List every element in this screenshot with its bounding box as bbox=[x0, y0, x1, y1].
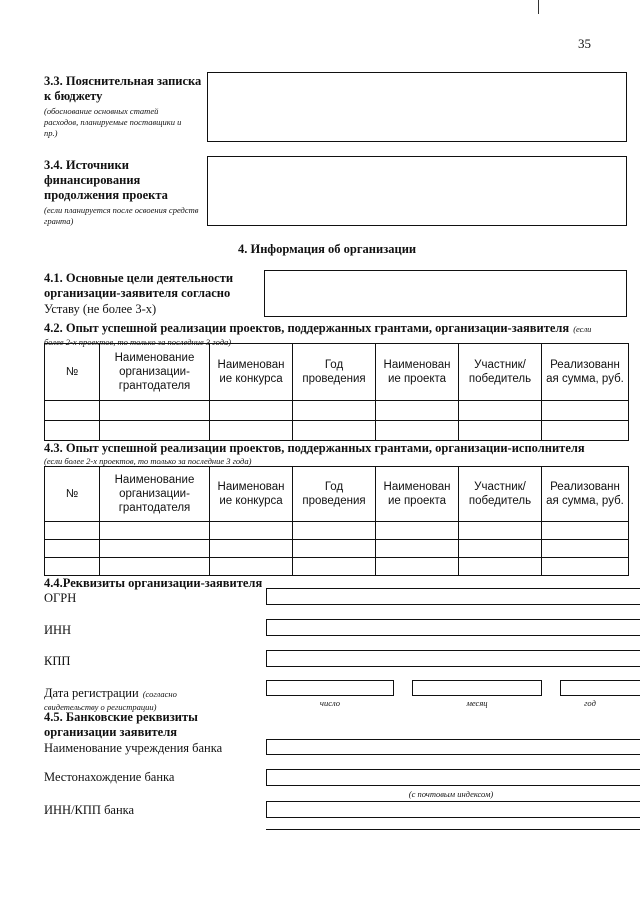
table-cell[interactable] bbox=[459, 558, 542, 576]
section-3-3 bbox=[44, 74, 204, 139]
section-4-3 bbox=[44, 441, 640, 467]
table-cell[interactable] bbox=[459, 421, 542, 441]
month-caption: месяц bbox=[466, 698, 488, 708]
table-cell[interactable] bbox=[542, 421, 629, 441]
registration-date-label bbox=[44, 684, 259, 713]
table-cell[interactable] bbox=[100, 421, 210, 441]
table-cell[interactable] bbox=[100, 522, 210, 540]
table-cell[interactable] bbox=[542, 522, 629, 540]
bottom-underline bbox=[266, 829, 640, 830]
ogrn-label: ОГРН bbox=[44, 591, 77, 605]
col-year: Год проведения bbox=[293, 467, 376, 522]
table-row bbox=[45, 540, 629, 558]
table-cell[interactable] bbox=[210, 540, 293, 558]
section-4-5-title1: 4.5. Банковские реквизиты bbox=[44, 710, 198, 724]
section-3-4-title: 3.4. Источники финансирования продолжения проекта bbox=[44, 158, 168, 202]
executor-grants-table bbox=[44, 466, 629, 576]
reg-date-note1: (согласно bbox=[142, 689, 177, 699]
table-row bbox=[45, 421, 629, 441]
budget-explanation-field[interactable] bbox=[207, 72, 627, 142]
section-4-5-title2: организации заявителя bbox=[44, 725, 177, 739]
section-3-3-title: 3.3. Пояснительная записка к бюджету bbox=[44, 74, 202, 103]
reg-day-field[interactable] bbox=[266, 680, 394, 696]
scan-mark bbox=[538, 0, 539, 14]
col-grantor: Наименование организации-грантодателя bbox=[100, 467, 210, 522]
section-4-2-title: 4.2. Опыт успешной реализации проектов, поддержанных грантами, организации-заявителя bbox=[44, 321, 570, 335]
table-cell[interactable] bbox=[293, 540, 376, 558]
table-cell[interactable] bbox=[459, 401, 542, 421]
funding-sources-field[interactable] bbox=[207, 156, 627, 226]
organization-goals-field[interactable] bbox=[264, 270, 627, 317]
table-cell[interactable] bbox=[210, 522, 293, 540]
bank-inn-kpp-field[interactable] bbox=[266, 801, 640, 818]
table-cell[interactable] bbox=[210, 558, 293, 576]
bank-name-label: Наименование учреждения банка bbox=[44, 741, 223, 755]
table-cell[interactable] bbox=[376, 540, 459, 558]
table-cell[interactable] bbox=[45, 401, 100, 421]
col-participant: Участник/ победитель bbox=[459, 344, 542, 401]
col-contest: Наименован ие конкурса bbox=[210, 467, 293, 522]
reg-date-note2: свидетельству о регистрации) bbox=[44, 702, 157, 712]
col-number: № bbox=[45, 467, 100, 522]
table-cell[interactable] bbox=[293, 401, 376, 421]
section-3-4-note: (если планируется после освоения средств гранта) bbox=[44, 205, 199, 226]
table-cell[interactable] bbox=[293, 421, 376, 441]
col-contest: Наименован ие конкурса bbox=[210, 344, 293, 401]
table-cell[interactable] bbox=[376, 522, 459, 540]
table-cell[interactable] bbox=[459, 522, 542, 540]
applicant-grants-table bbox=[44, 343, 629, 441]
col-project: Наименован ие проекта bbox=[376, 467, 459, 522]
table-cell[interactable] bbox=[210, 401, 293, 421]
bank-inn-kpp-label: ИНН/КПП банка bbox=[44, 803, 135, 817]
section-4-2-note2: более 2-х проектов, то только за последние 3 года) bbox=[44, 337, 232, 347]
section-4-3-title: 4.3. Опыт успешной реализации проектов, поддержанных грантами, организации-исполнителя bbox=[44, 441, 585, 455]
table-cell[interactable] bbox=[100, 558, 210, 576]
section-4-4-title: 4.4.Реквизиты организации-заявителя bbox=[44, 576, 263, 590]
bank-location-label: Местонахождение банка bbox=[44, 770, 175, 784]
col-participant: Участник/ победитель bbox=[459, 467, 542, 522]
table-cell[interactable] bbox=[45, 540, 100, 558]
reg-year-field[interactable] bbox=[560, 680, 640, 696]
section-3-4 bbox=[44, 158, 206, 227]
table-cell[interactable] bbox=[45, 522, 100, 540]
table-cell[interactable] bbox=[293, 558, 376, 576]
table-cell[interactable] bbox=[210, 421, 293, 441]
bank-name-field[interactable] bbox=[266, 739, 640, 755]
table-cell[interactable] bbox=[293, 522, 376, 540]
table-cell[interactable] bbox=[100, 540, 210, 558]
section-4-2-note1: (если bbox=[573, 324, 592, 334]
section-4-1-line1: 4.1. Основные цели деятельности организации-заявителя согласно bbox=[44, 271, 234, 300]
col-grantor: Наименование организации-грантодателя bbox=[100, 344, 210, 401]
table-cell[interactable] bbox=[45, 558, 100, 576]
kpp-label: КПП bbox=[44, 654, 71, 668]
table-row bbox=[45, 401, 629, 421]
col-amount: Реализованн ая сумма, руб. bbox=[542, 467, 629, 522]
table-cell[interactable] bbox=[100, 401, 210, 421]
table-cell[interactable] bbox=[45, 421, 100, 441]
day-caption: число bbox=[319, 698, 341, 708]
table-cell[interactable] bbox=[376, 558, 459, 576]
col-number: № bbox=[45, 344, 100, 401]
page-number: 35 bbox=[578, 36, 591, 51]
table-cell[interactable] bbox=[542, 558, 629, 576]
reg-date-text: Дата регистрации bbox=[44, 686, 139, 700]
col-year: Год проведения bbox=[293, 344, 376, 401]
table-cell[interactable] bbox=[376, 421, 459, 441]
postal-code-caption: (с почтовым индексом) bbox=[408, 789, 494, 799]
table-cell[interactable] bbox=[376, 401, 459, 421]
ogrn-field[interactable] bbox=[266, 588, 640, 605]
section-4-1-title bbox=[44, 271, 264, 301]
section-4-heading: 4. Информация об организации bbox=[238, 242, 417, 256]
kpp-field[interactable] bbox=[266, 650, 640, 667]
bank-location-field[interactable] bbox=[266, 769, 640, 786]
reg-month-field[interactable] bbox=[412, 680, 542, 696]
inn-field[interactable] bbox=[266, 619, 640, 636]
inn-label: ИНН bbox=[44, 623, 72, 637]
col-amount: Реализованн ая сумма, руб. bbox=[542, 344, 629, 401]
table-cell[interactable] bbox=[542, 540, 629, 558]
section-4-5-title bbox=[44, 710, 198, 740]
table-row bbox=[45, 558, 629, 576]
table-row bbox=[45, 522, 629, 540]
section-4-1-title2: Уставу (не более 3-х) bbox=[44, 302, 157, 316]
year-caption: год bbox=[584, 698, 596, 708]
section-3-3-note: (обоснование основных статей расходов, планируемые поставщики и пр.) bbox=[44, 106, 182, 138]
table-cell[interactable] bbox=[542, 401, 629, 421]
table-cell[interactable] bbox=[459, 540, 542, 558]
col-project: Наименован ие проекта bbox=[376, 344, 459, 401]
section-4-3-note: (если более 2-х проектов, то только за последние 3 года) bbox=[44, 456, 252, 466]
